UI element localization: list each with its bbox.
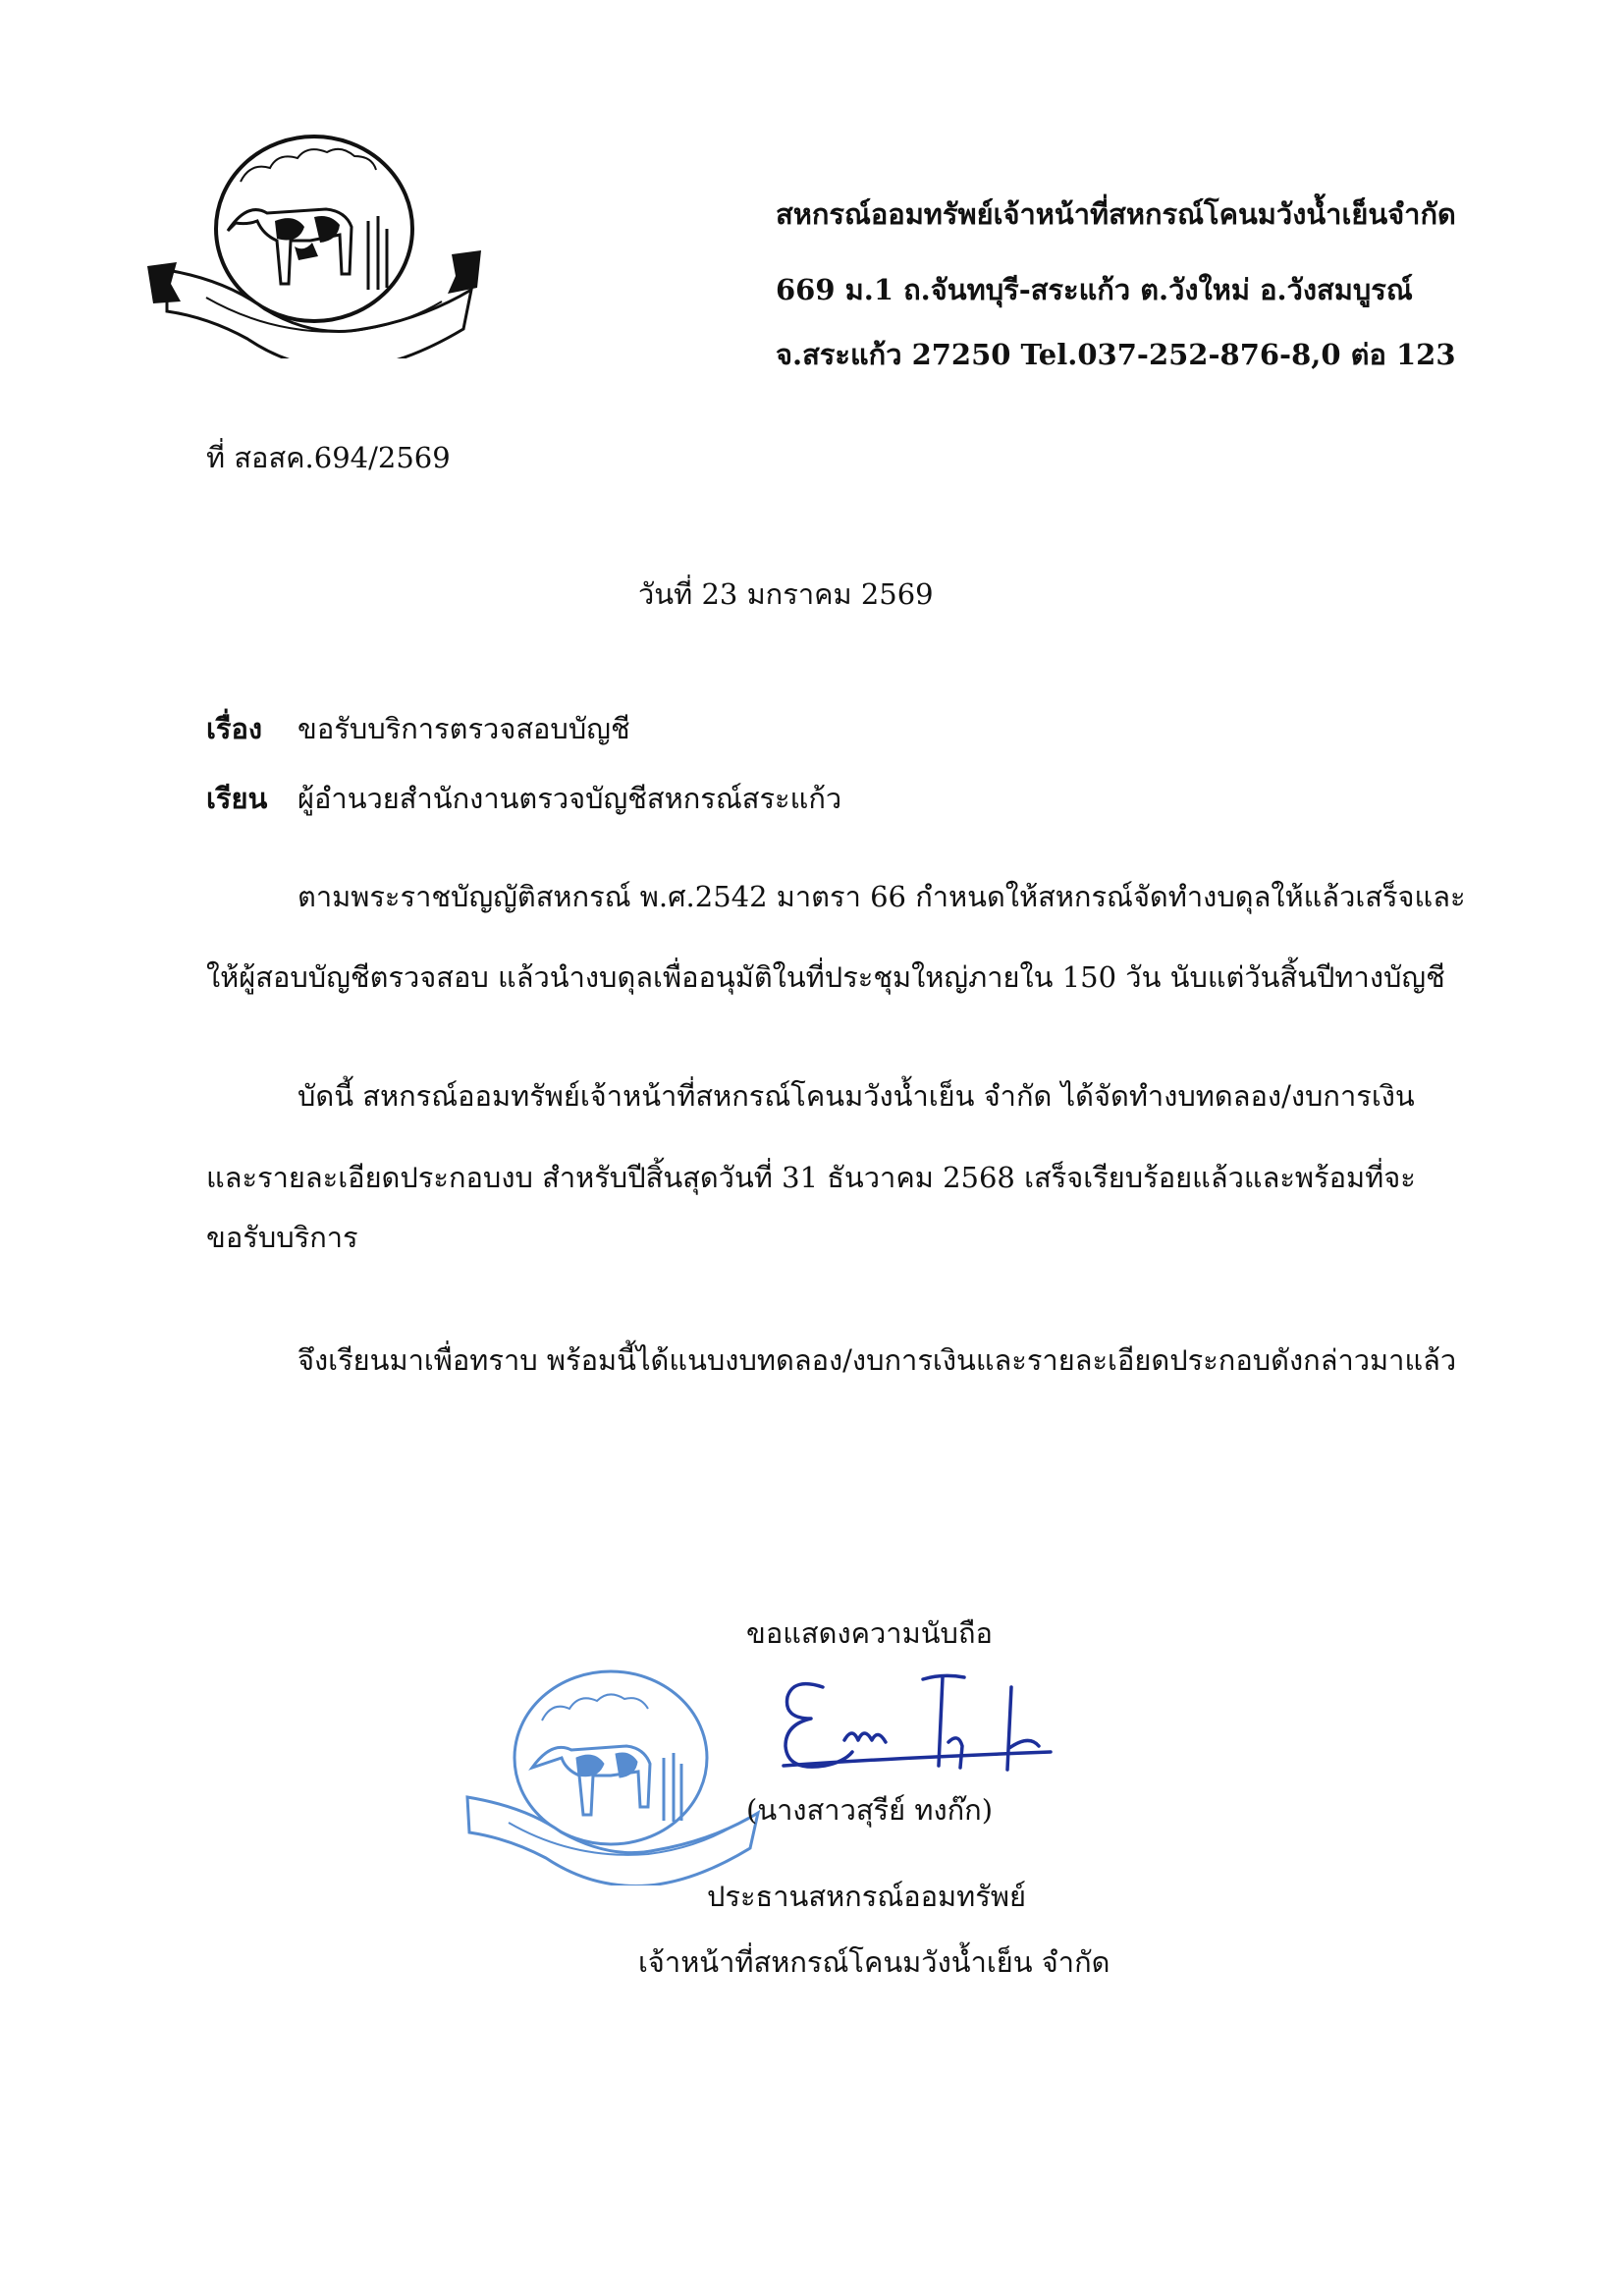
body-paragraph-1-line-2: ให้ผู้สอบบัญชีตรวจสอบ แล้วนำงบดุลเพื่ออนุมัติในที่ประชุมใหญ่ภายใน 150 วัน นับแต่วันสิ้นปีทางบัญชี	[206, 960, 1445, 994]
recipient-text: ผู้อำนวยสำนักงานตรวจบัญชีสหกรณ์สระแก้ว	[298, 782, 842, 815]
body-paragraph-2-line-2: และรายละเอียดประกอบงบ สำหรับปีสิ้นสุดวันที่ 31 ธันวาคม 2568 เสร็จเรียบร้อยแล้วและพร้อมที่จะ	[206, 1161, 1416, 1194]
reference-number: ที่ สอสค.694/2569	[206, 441, 451, 474]
org-address-line-2: จ.สระแก้ว 27250 Tel.037-252-876-8,0 ต่อ 123	[776, 338, 1456, 371]
signer-name: (นางสาวสุรีย์ ทงก๊ก)	[746, 1793, 994, 1827]
signer-title-line-2: เจ้าหน้าที่สหกรณ์โคนมวังน้ำเย็น จำกัด	[638, 1945, 1110, 1979]
closing-salutation: ขอแสดงความนับถือ	[746, 1616, 993, 1650]
body-paragraph-2-line-3: ขอรับบริการ	[206, 1221, 358, 1254]
subject-text: ขอรับบริการตรวจสอบบัญชี	[298, 712, 630, 745]
letter-date: วันที่ 23 มกราคม 2569	[638, 577, 934, 611]
org-address-line-1: 669 ม.1 ถ.จันทบุรี-สระแก้ว ต.วังใหม่ อ.วังสมบูรณ์	[776, 273, 1413, 306]
body-paragraph-1-line-1: ตามพระราชบัญญัติสหกรณ์ พ.ศ.2542 มาตรา 66 กำหนดให้สหกรณ์จัดทำงบดุลให้แล้วเสร็จและ	[298, 880, 1466, 913]
handwritten-signature-icon	[776, 1660, 1060, 1797]
recipient-label: เรียน	[206, 782, 268, 815]
signer-title-line-1: ประธานสหกรณ์ออมทรัพย์	[707, 1880, 1026, 1913]
body-paragraph-2-line-1: บัดนี้ สหกรณ์ออมทรัพย์เจ้าหน้าที่สหกรณ์โคนมวังน้ำเย็น จำกัด ได้จัดทำงบทดลอง/งบการเงิน	[298, 1079, 1415, 1113]
body-paragraph-3-line-1: จึงเรียนมาเพื่อทราบ พร้อมนี้ได้แนบงบทดลอง/งบการเงินและรายละเอียดประกอบดังกล่าวมาแล้ว	[298, 1343, 1457, 1377]
subject-label: เรื่อง	[206, 712, 263, 745]
cooperative-cow-logo-icon	[147, 123, 481, 358]
cooperative-seal-stamp-icon	[454, 1660, 768, 1885]
org-name: สหกรณ์ออมทรัพย์เจ้าหน้าที่สหกรณ์โคนมวังน้ำเย็นจำกัด	[776, 197, 1456, 231]
